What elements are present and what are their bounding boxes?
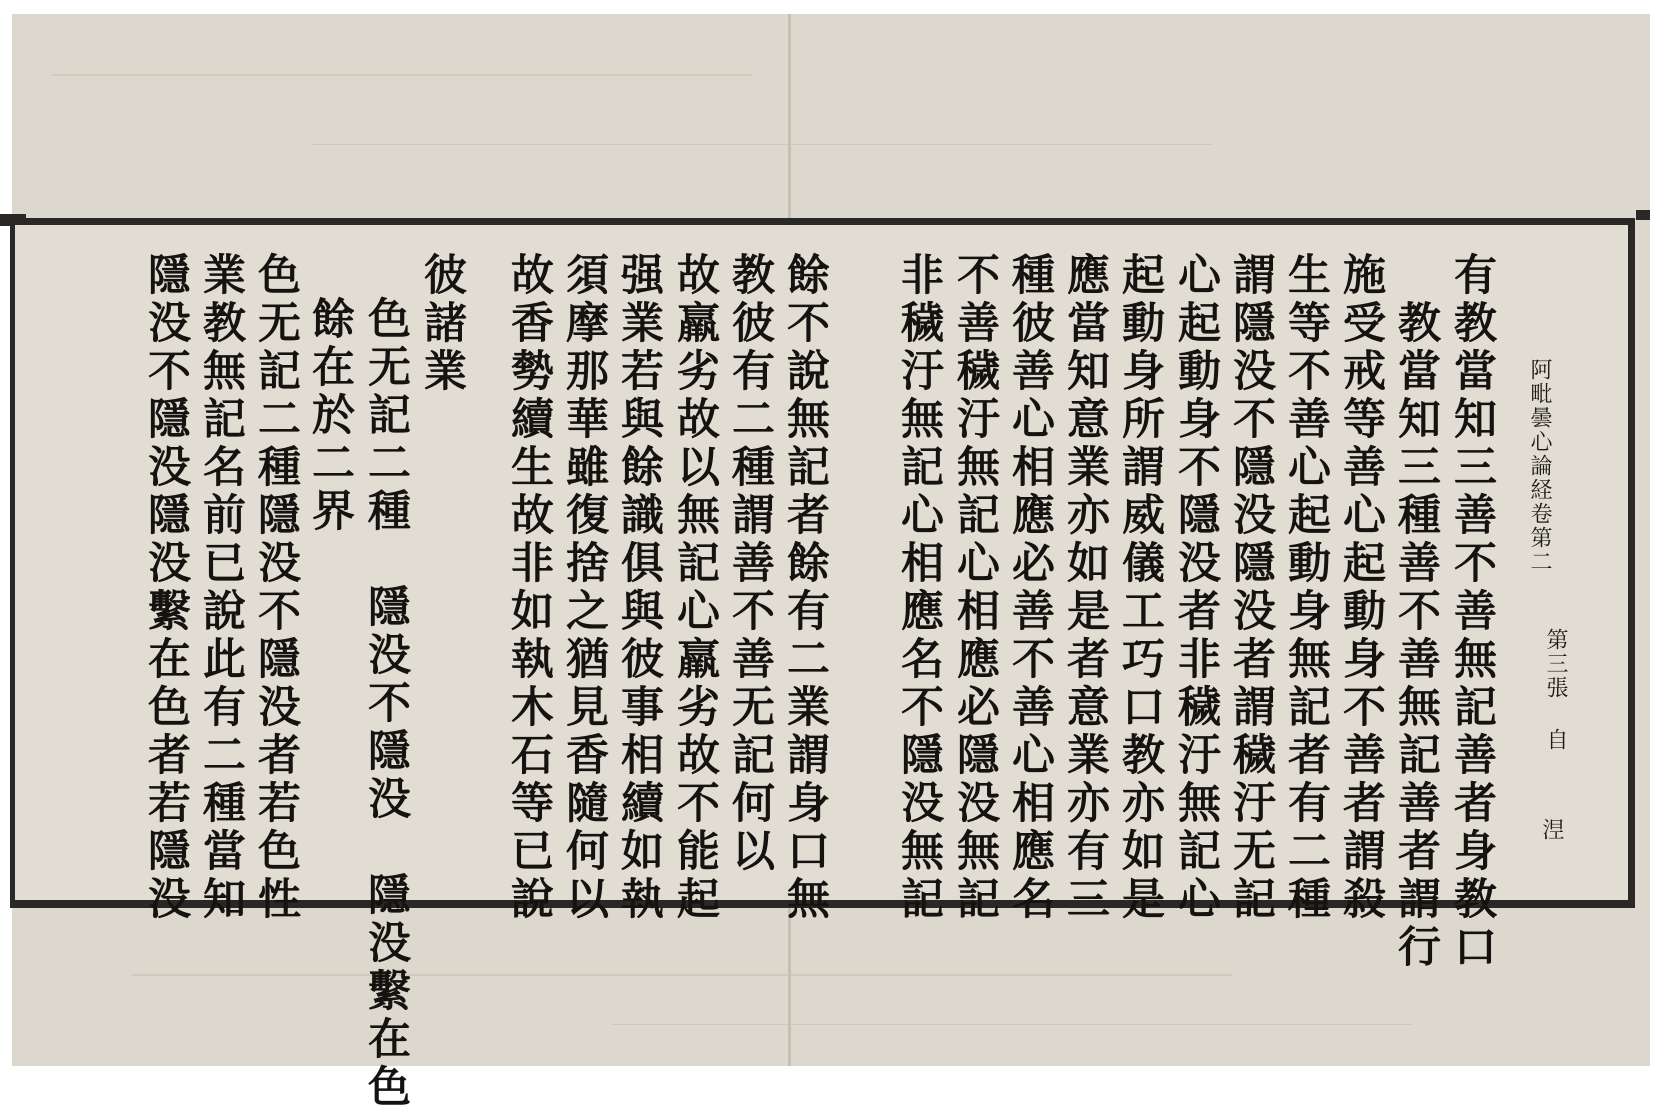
text-column: 色无記二種隱没不隱没者若色性	[251, 252, 301, 924]
text-column: 教當知三種善不善無記善者謂行	[1391, 300, 1441, 972]
paper-fiber	[52, 74, 752, 76]
text-column: 應當知意業亦如是者意業亦有三	[1060, 252, 1110, 924]
text-column: 不善穢汙無記心相應必隱没無記	[950, 252, 1000, 924]
text-column: 種彼善心相應必善不善心相應名	[1005, 252, 1055, 924]
paper-fiber	[132, 974, 1232, 976]
text-column: 施受戒等善心起動身不善者謂殺	[1336, 252, 1386, 924]
text-column: 生等不善心起動身無記者有二種	[1281, 252, 1331, 924]
text-column: 故羸劣故以無記心羸劣故不能起	[670, 252, 720, 924]
text-column: 起動身所謂威儀工巧口教亦如是	[1115, 252, 1165, 924]
text-column: 業教無記名前已說此有二種當知	[196, 252, 246, 924]
text-column: 謂隱没不隱没隱没者謂穢汙无記	[1226, 252, 1276, 924]
text-column: 心起動身不隱没者非穢汙無記心	[1171, 252, 1221, 924]
text-column: 隱没不隱没隱没繫在色者若隱没	[141, 252, 191, 924]
margin-seal: 𣵀	[1539, 818, 1564, 842]
paper-fiber	[312, 144, 1212, 145]
text-column: 彼諸業	[417, 252, 467, 396]
text-column: 須摩那華雖復捨之猶見香隨何以	[559, 252, 609, 924]
frame-corner-right	[1636, 210, 1650, 220]
text-column: 强業若與餘識俱與彼事相續如執	[614, 252, 664, 924]
text-column: 餘在於二界	[305, 296, 355, 536]
paper-fiber	[612, 1024, 1412, 1025]
text-column: 有教當知三善不善無記善者身教口	[1447, 252, 1497, 972]
text-column: 非穢汙無記心相應名不隱没無記	[894, 252, 944, 924]
text-column: 餘不說無記者餘有二業謂身口無	[780, 252, 830, 924]
margin-mark: 自	[1543, 728, 1568, 752]
margin-title: 阿毗曇心論経卷第二	[1527, 358, 1552, 574]
text-column: 教彼有二種謂善不善无記何以	[725, 252, 775, 876]
text-column: 故香勢續生故非如執木石等已說	[504, 252, 554, 924]
margin-folio: 第三張	[1543, 628, 1568, 700]
text-column: 色无記二種 隱没不隱没 隱没繫在色	[361, 296, 411, 1112]
